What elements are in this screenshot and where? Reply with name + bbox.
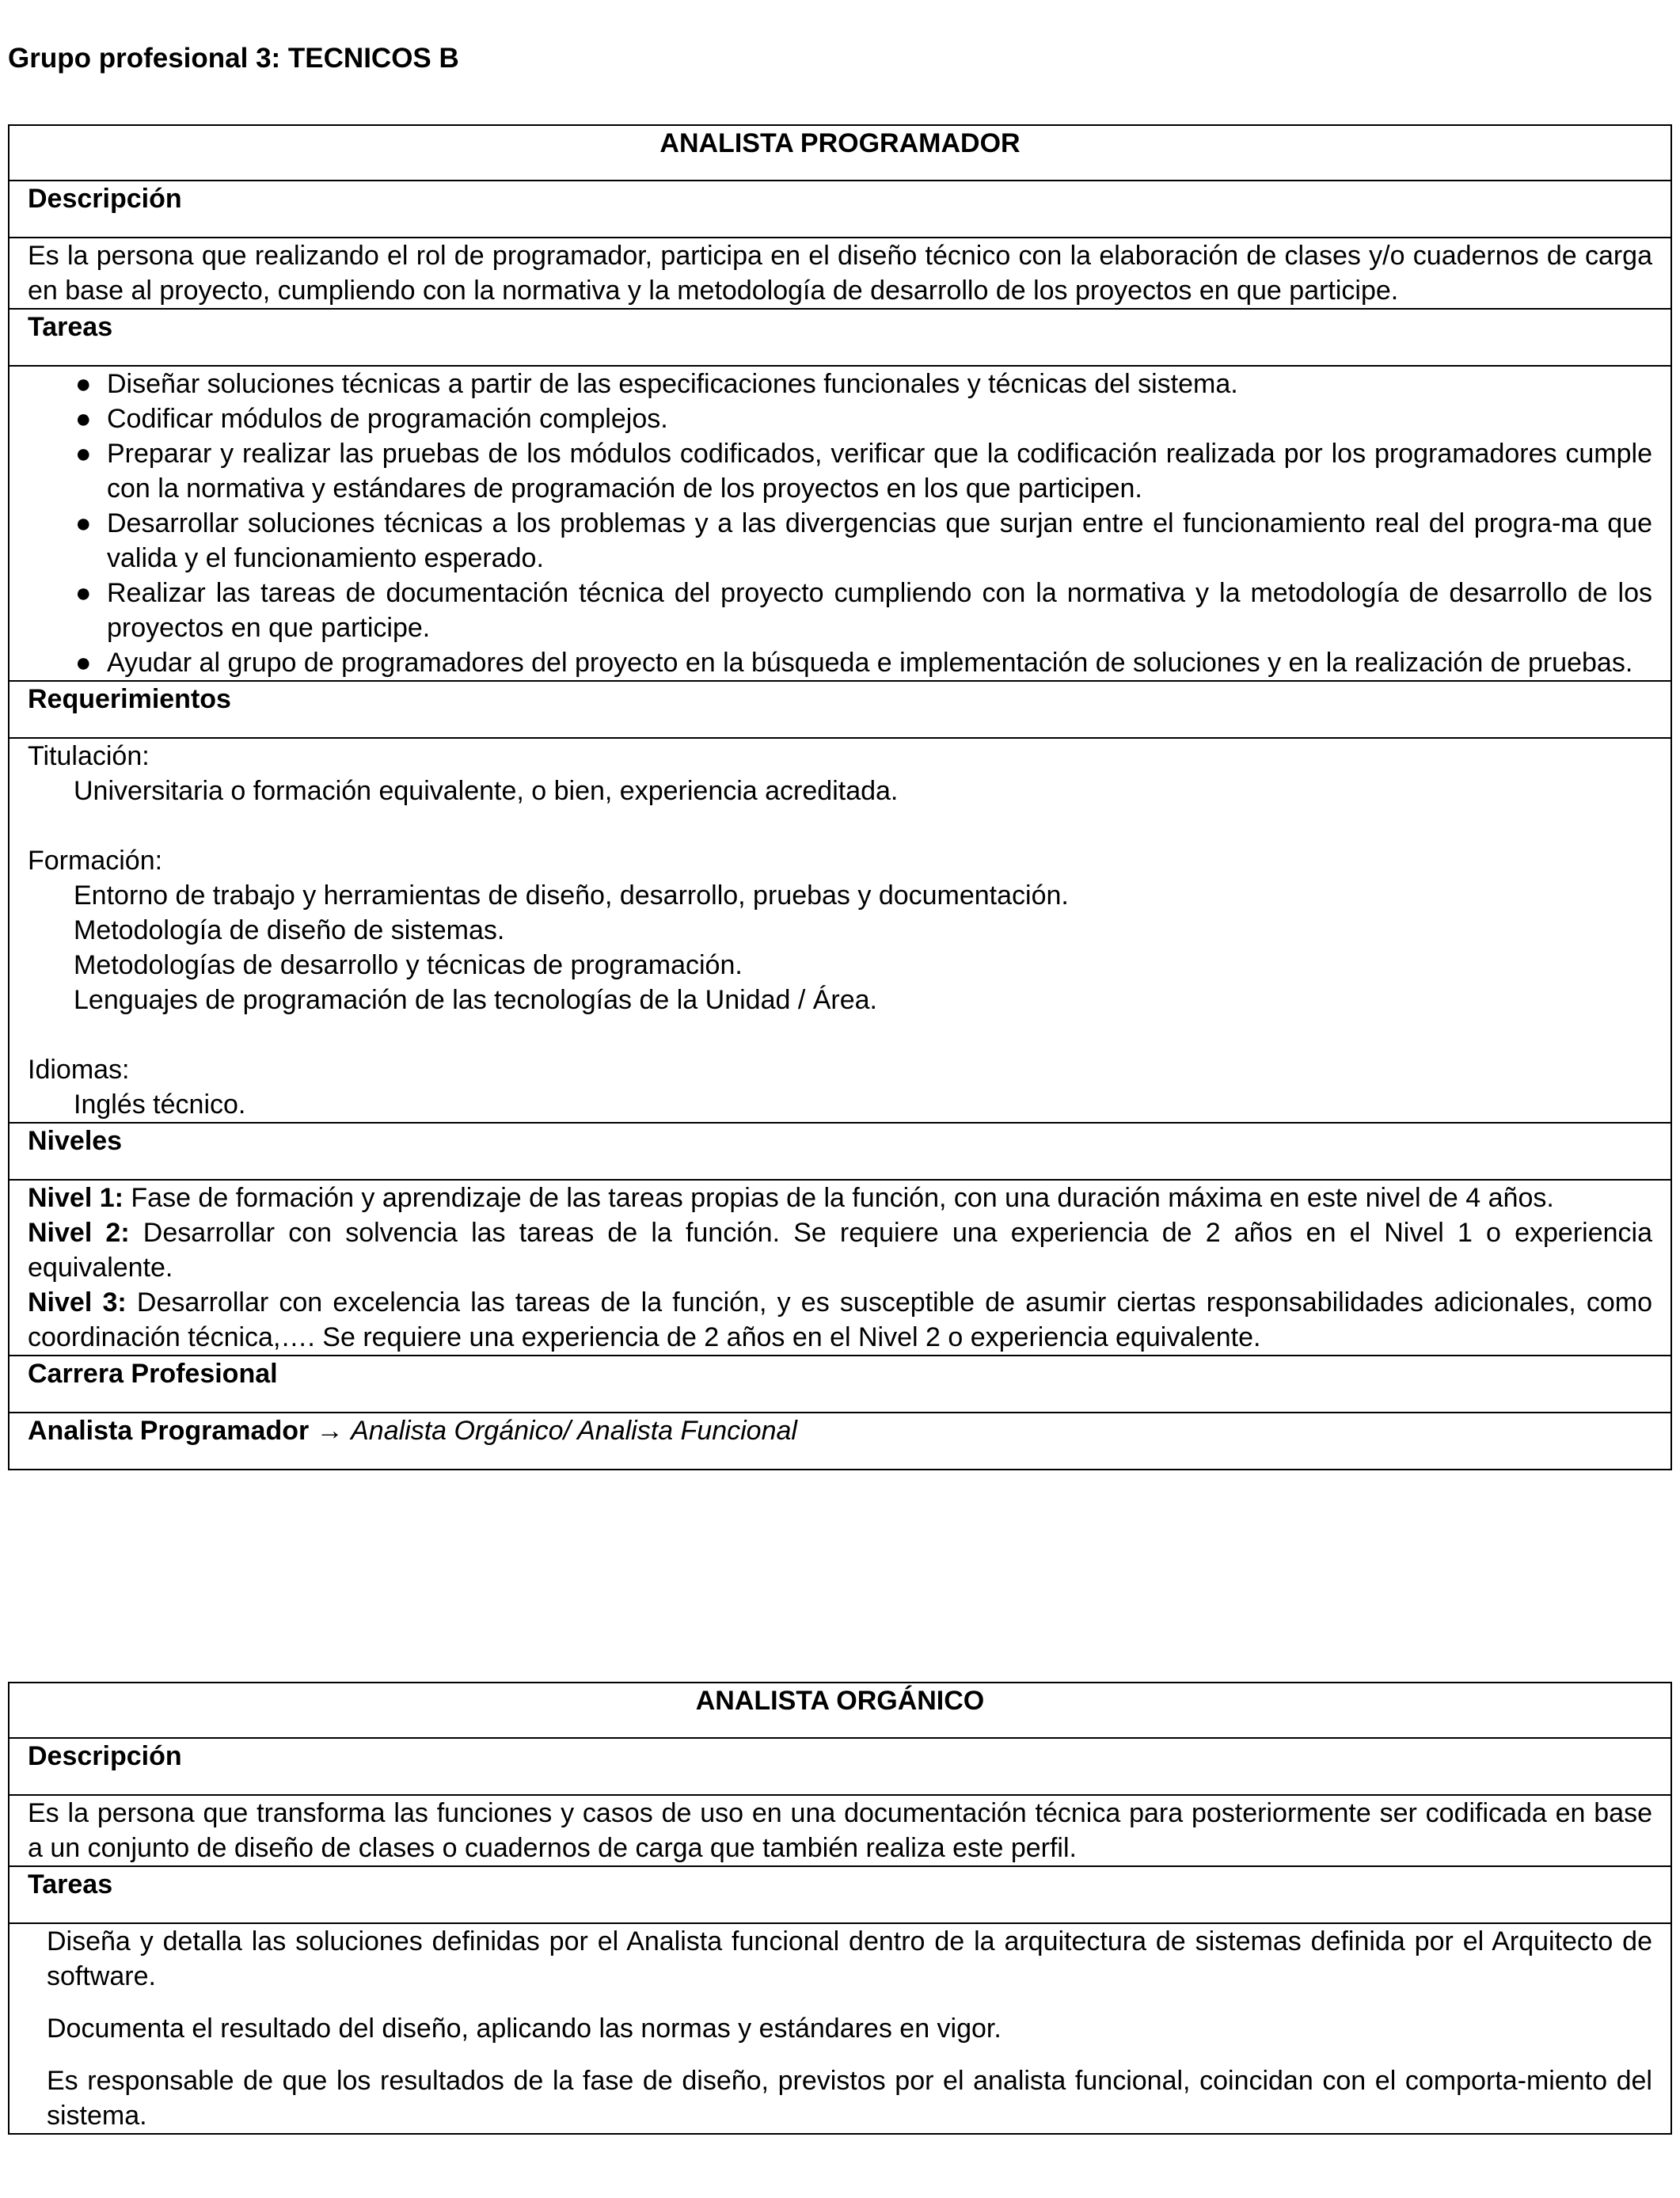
tarea-paragraph: Diseña y detalla las soluciones definidas por el Analista funcional dentro de la arquitectura de sistemas definida por el Arquitecto de software. [47,1926,1652,1991]
bullet-icon: ● [75,404,92,434]
nivel-3: Nivel 3: Desarrollar con excelencia las tareas de la función, y es susceptible de asumir ciertas responsabilidades adicionales, como coordinación técnica,…. Se requiere una experiencia de 2 años en el Nivel 2 o experiencia equivalente. [28,1287,1652,1352]
bullet-icon: ● [75,648,92,678]
nivel-1: Nivel 1: Fase de formación y aprendizaje de las tareas propias de la función, con una duración máxima en este nivel de 4 años. [28,1183,1554,1213]
section-header-descripcion: Descripción [9,181,1671,238]
tarea-paragraph: Es responsable de que los resultados de la fase de diseño, previstos por el analista funcional, coincidan con el comporta-miento del sistema. [47,2066,1652,2131]
bullet-icon: ● [75,508,92,538]
section-header-niveles: Niveles [9,1123,1671,1180]
idiomas-label: Idiomas: [28,1055,130,1085]
list-item: ● Desarrollar soluciones técnicas a los problemas y a las divergencias que surjan entre el funcionamiento real del progra-ma que valida y el funcionamiento esperado. [107,506,1652,576]
formacion-item: Metodología de diseño de sistemas. [74,915,505,945]
niveles-cell [9,1180,1671,1356]
carrera-from: Analista Programador [28,1416,310,1446]
bullet-icon: ● [75,439,92,469]
bullet-icon: ● [75,369,92,399]
profile-table-analista-organico [8,1682,1672,2135]
idiomas-value: Inglés técnico. [74,1089,246,1120]
section-header-carrera: Carrera Profesional [9,1356,1671,1413]
descripcion-text: Es la persona que realizando el rol de programador, participa en el diseño técnico con la elaboración de clases y/o cuadernos de carga en base al proyecto, cumpliendo con la normativa y la metodología de desarrollo de los proyectos en que participe. [9,238,1671,309]
carrera-path [9,1413,1671,1470]
section-header-requerimientos: Requerimientos [9,681,1671,738]
formacion-item: Metodologías de desarrollo y técnicas de programación. [74,950,743,980]
tareas-cell [9,366,1671,681]
titulacion-label: Titulación: [28,741,150,771]
titulacion-value: Universitaria o formación equivalente, o bien, experiencia acreditada. [74,776,899,806]
formacion-item: Entorno de trabajo y herramientas de diseño, desarrollo, pruebas y documentación. [74,880,1069,911]
list-item: ● Preparar y realizar las pruebas de los módulos codificados, verificar que la codificación realizada por los programadores cumple con la normativa y estándares de programación de los proyectos en los que participen. [107,436,1652,506]
nivel-2: Nivel 2: Desarrollar con solvencia las tareas de la función. Se requiere una experiencia de 2 años en el Nivel 1 o experiencia equivalente. [28,1218,1652,1283]
tarea-paragraph: Documenta el resultado del diseño, aplicando las normas y estándares en vigor. [47,2014,1002,2044]
section-header-tareas: Tareas [9,1866,1671,1923]
profile-title: ANALISTA PROGRAMADOR [9,125,1671,181]
tareas-cell [9,1923,1671,2134]
list-item: ● Codificar módulos de programación complejos. [107,401,1652,436]
list-item: ● Realizar las tareas de documentación técnica del proyecto cumpliendo con la normativa y la metodología de desarrollo de los proyectos en que participe. [107,576,1652,645]
group-title: Grupo profesional 3: TECNICOS B [8,43,459,74]
arrow-right-icon: → [316,1416,344,1446]
formacion-label: Formación: [28,846,163,876]
list-item: ● Diseñar soluciones técnicas a partir de las especificaciones funcionales y técnicas del sistema. [107,367,1652,401]
formacion-item: Lenguajes de programación de las tecnologías de la Unidad / Área. [74,985,878,1015]
section-header-descripcion: Descripción [9,1738,1671,1795]
list-item: ● Ayudar al grupo de programadores del proyecto en la búsqueda e implementación de soluciones y en la realización de pruebas. [107,645,1652,680]
bullet-icon: ● [75,578,92,608]
tareas-list [28,367,1652,680]
descripcion-text: Es la persona que transforma las funciones y casos de uso en una documentación técnica para posteriormente ser codificada en base a un conjunto de diseño de clases o cuadernos de carga que también realiza este perfil. [9,1795,1671,1866]
requerimientos-cell [9,738,1671,1123]
carrera-to: Analista Orgánico/ Analista Funcional [351,1416,797,1446]
profile-table-analista-programador [8,124,1672,1470]
section-header-tareas: Tareas [9,309,1671,366]
profile-title: ANALISTA ORGÁNICO [9,1683,1671,1738]
